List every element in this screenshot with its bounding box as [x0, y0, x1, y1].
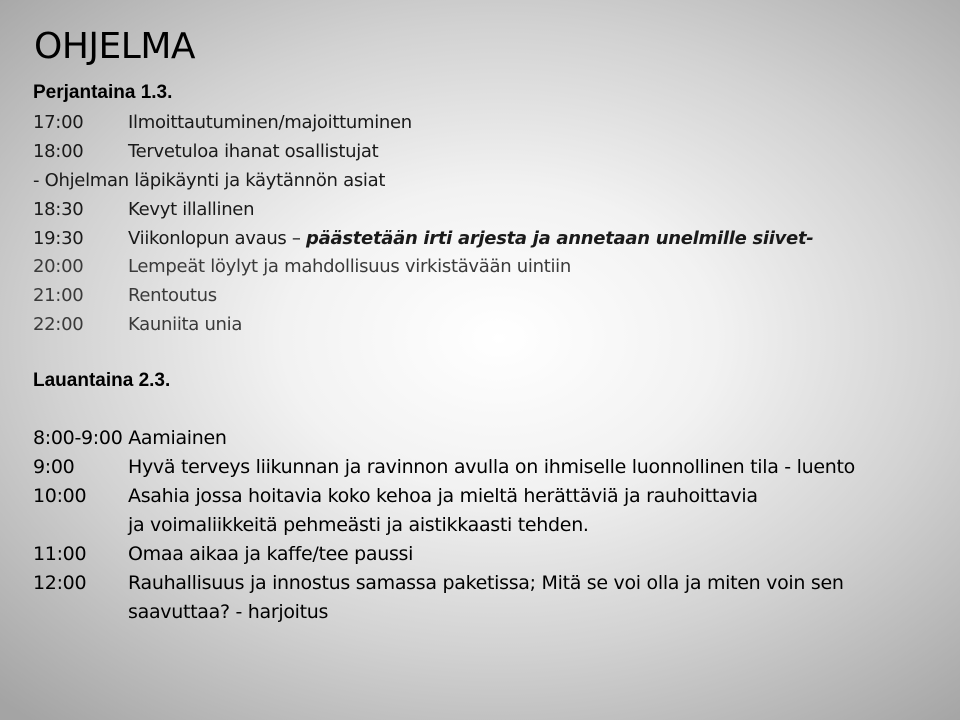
schedule-time: 22:00: [33, 314, 84, 335]
saturday-heading: Lauantaina 2.3.: [33, 370, 171, 391]
schedule-activity: Asahia jossa hoitavia koko kehoa ja mieltä herättäviä ja rauhoittavia: [128, 485, 758, 507]
schedule-activity-continuation: ja voimaliikkeitä pehmeästi ja aistikkaasti tehden.: [128, 514, 589, 536]
schedule-activity: Kevyt illallinen: [128, 199, 255, 220]
program-title: OHJELMA: [34, 26, 196, 67]
schedule-time: 18:30: [33, 199, 84, 220]
schedule-time: 18:00: [33, 141, 84, 162]
schedule-activity: Omaa aikaa ja kaffe/tee paussi: [128, 543, 414, 565]
schedule-time: 11:00: [33, 543, 87, 565]
schedule-activity-emphasis: päästetään irti arjesta ja annetaan unelmille siivet-: [306, 228, 814, 249]
friday-heading: Perjantaina 1.3.: [33, 82, 173, 103]
schedule-time: 19:30: [33, 228, 84, 249]
schedule-activity: Rentoutus: [128, 285, 217, 306]
schedule-time: 21:00: [33, 285, 84, 306]
schedule-time: 17:00: [33, 112, 84, 133]
schedule-time: 12:00: [33, 572, 87, 594]
schedule-line: 8:00-9:00 Aamiainen: [33, 427, 227, 449]
schedule-activity-continuation: saavuttaa? - harjoitus: [128, 601, 329, 623]
schedule-time: 9:00: [33, 456, 75, 478]
schedule-activity: Tervetuloa ihanat osallistujat: [128, 141, 379, 162]
schedule-activity: Hyvä terveys liikunnan ja ravinnon avulla on ihmiselle luonnollinen tila - luento: [128, 456, 855, 478]
schedule-time: 10:00: [33, 485, 87, 507]
schedule-activity: Lempeät löylyt ja mahdollisuus virkistävään uintiin: [128, 256, 571, 277]
schedule-activity: Viikonlopun avaus –: [128, 228, 301, 249]
schedule-activity: Kauniita unia: [128, 314, 243, 335]
schedule-line: - Ohjelman läpikäynti ja käytännön asiat: [33, 170, 386, 191]
schedule-activity-wrap: [128, 228, 813, 249]
schedule-activity: Rauhallisuus ja innostus samassa paketissa; Mitä se voi olla ja miten voin sen: [128, 572, 844, 594]
schedule-time: 20:00: [33, 256, 84, 277]
schedule-activity: Ilmoittautuminen/majoittuminen: [128, 112, 412, 133]
